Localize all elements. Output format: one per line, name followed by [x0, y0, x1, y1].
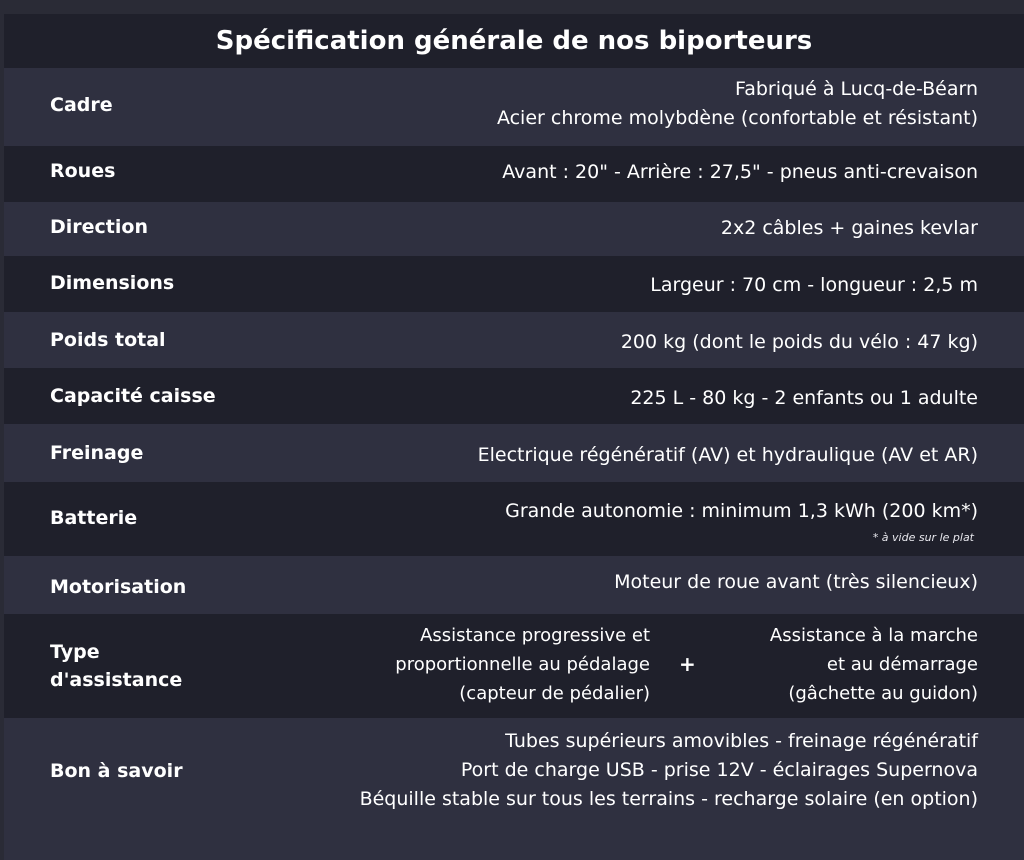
- assistance-line: Assistance à la marche: [769, 625, 978, 646]
- assistance-line: proportionnelle au pédalage: [395, 654, 650, 675]
- label-line: d'assistance: [50, 669, 183, 691]
- row-value-poids: 200 kg (dont le poids du vélo : 47 kg): [620, 331, 978, 353]
- row-value-bon: [360, 727, 978, 814]
- row-label-motorisation: Motorisation: [50, 576, 187, 598]
- value-line: Port de charge USB - prise 12V - éclairages Supernova: [460, 759, 978, 781]
- assistance-line: (gâchette au guidon): [788, 683, 978, 704]
- row-roues: [4, 146, 1024, 202]
- row-batterie: [4, 482, 1024, 556]
- row-value-capacite: 225 L - 80 kg - 2 enfants ou 1 adulte: [630, 387, 978, 409]
- row-value-motorisation: Moteur de roue avant (très silencieux): [614, 571, 978, 593]
- page-title: Spécification générale de nos biporteurs: [215, 26, 813, 56]
- row-label-assistance: [50, 638, 182, 694]
- plus-sign: +: [679, 652, 696, 676]
- row-assistance: [4, 614, 1024, 718]
- assistance-marche: [770, 621, 978, 708]
- row-label-batterie: Batterie: [50, 507, 138, 529]
- row-value-roues: Avant : 20" - Arrière : 27,5" - pneus anti-crevaison: [502, 161, 978, 183]
- row-label-freinage: Freinage: [50, 442, 144, 464]
- row-label-bon: Bon à savoir: [50, 760, 183, 782]
- assistance-line: et au démarrage: [826, 654, 978, 675]
- row-label-cadre: Cadre: [50, 94, 113, 116]
- row-value-cadre: [497, 75, 978, 133]
- row-label-dimensions: Dimensions: [50, 272, 175, 294]
- row-direction: [4, 202, 1024, 256]
- assistance-line: (capteur de pédalier): [459, 683, 650, 704]
- row-label-roues: Roues: [50, 160, 116, 182]
- row-freinage: [4, 424, 1024, 482]
- row-value-freinage: Electrique régénératif (AV) et hydraulique (AV et AR): [477, 444, 978, 466]
- row-value-direction: 2x2 câbles + gaines kevlar: [720, 217, 978, 239]
- row-label-capacite: Capacité caisse: [50, 385, 216, 407]
- row-capacite: [4, 368, 1024, 424]
- assistance-pedalage: [395, 621, 650, 708]
- row-motorisation: [4, 556, 1024, 614]
- title-bar: [4, 14, 1024, 68]
- row-value-batterie: Grande autonomie : minimum 1,3 kWh (200 km*): [505, 500, 978, 522]
- row-label-direction: Direction: [50, 216, 148, 238]
- label-line: Type: [50, 641, 100, 663]
- footnote: * à vide sur le plat: [872, 531, 974, 544]
- row-label-poids: Poids total: [50, 329, 166, 351]
- row-cadre: [4, 68, 1024, 146]
- row-poids: [4, 312, 1024, 368]
- row-dimensions: [4, 256, 1024, 312]
- row-value-dimensions: Largeur : 70 cm - longueur : 2,5 m: [650, 274, 978, 296]
- value-line: Tubes supérieurs amovibles - freinage régénératif: [505, 730, 978, 752]
- value-line: Acier chrome molybdène (confortable et résistant): [496, 107, 978, 129]
- assistance-line: Assistance progressive et: [420, 625, 650, 646]
- row-bon-a-savoir: [4, 718, 1024, 860]
- value-line: Fabriqué à Lucq-de-Béarn: [735, 78, 978, 100]
- value-line: Béquille stable sur tous les terrains - recharge solaire (en option): [359, 788, 978, 810]
